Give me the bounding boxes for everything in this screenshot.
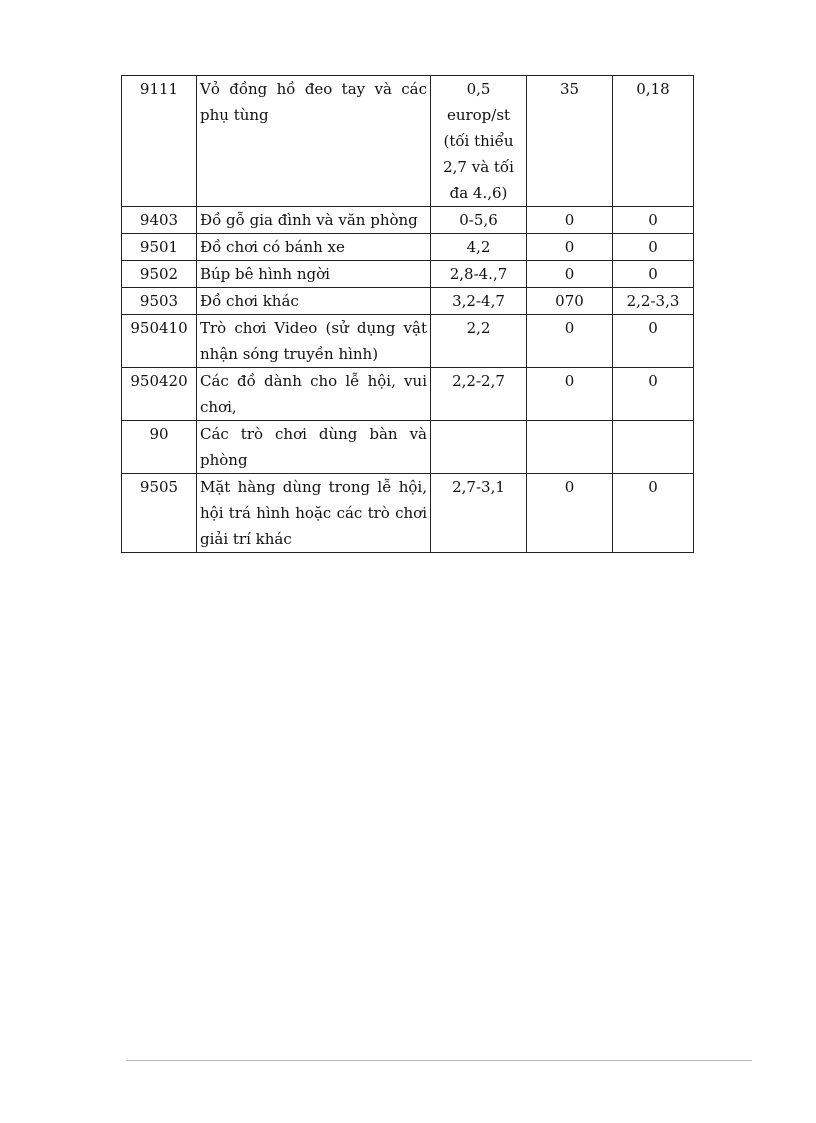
rate-cell-3: 0 [613,261,694,288]
rate-cell-3: 0 [613,207,694,234]
hs-code-cell: 90 [122,421,197,474]
rate-cell-1: 2,2-2,7 [431,368,527,421]
footer-divider [126,1060,752,1061]
description-cell: Búp bê hình ngời [197,261,431,288]
description-cell: Đồ chơi có bánh xe [197,234,431,261]
rate-cell-2: 0 [527,234,613,261]
rate-cell-1: 4,2 [431,234,527,261]
rate-cell-3: 0,18 [613,76,694,207]
hs-code-cell: 9502 [122,261,197,288]
description-cell: Đồ chơi khác [197,288,431,315]
description-cell: Các đồ dành cho lễ hội, vui chơi, [197,368,431,421]
table-row [122,207,694,234]
rate-cell-2: 35 [527,76,613,207]
rate-cell-1: 2,7-3,1 [431,474,527,553]
description-cell: Trò chơi Video (sử dụng vật nhận sóng truyền hình) [197,315,431,368]
table-row [122,368,694,421]
description-cell: Đồ gỗ gia đình và văn phòng [197,207,431,234]
rate-cell-2: 0 [527,368,613,421]
rate-cell-1: 3,2-4,7 [431,288,527,315]
rate-cell-2: 070 [527,288,613,315]
table-row [122,315,694,368]
tariff-table [121,75,694,553]
rate-cell-3 [613,421,694,474]
rate-cell-3: 0 [613,234,694,261]
hs-code-cell: 9505 [122,474,197,553]
rate-cell-1: 0-5,6 [431,207,527,234]
rate-cell-1 [431,421,527,474]
hs-code-cell: 950410 [122,315,197,368]
table-row [122,474,694,553]
rate-cell-2: 0 [527,207,613,234]
rate-cell-3: 0 [613,315,694,368]
table-row [122,234,694,261]
rate-cell-3: 2,2-3,3 [613,288,694,315]
hs-code-cell: 9111 [122,76,197,207]
table-row [122,288,694,315]
rate-cell-2: 0 [527,261,613,288]
rate-cell-1: 0,5 europ/st (tối thiểu 2,7 và tối đa 4.,6) [431,76,527,207]
description-cell: Các trò chơi dùng bàn và phòng [197,421,431,474]
table-row [122,261,694,288]
rate-cell-2: 0 [527,315,613,368]
description-cell: Mặt hàng dùng trong lễ hội, hội trá hình hoặc các trò chơi giải trí khác [197,474,431,553]
rate-cell-3: 0 [613,368,694,421]
rate-cell-3: 0 [613,474,694,553]
hs-code-cell: 9403 [122,207,197,234]
table-row [122,76,694,207]
hs-code-cell: 9503 [122,288,197,315]
description-cell: Vỏ đồng hồ đeo tay và các phụ tùng [197,76,431,207]
hs-code-cell: 9501 [122,234,197,261]
rate-cell-1: 2,8-4.,7 [431,261,527,288]
rate-cell-2: 0 [527,474,613,553]
table-row [122,421,694,474]
hs-code-cell: 950420 [122,368,197,421]
rate-cell-1: 2,2 [431,315,527,368]
rate-cell-2 [527,421,613,474]
